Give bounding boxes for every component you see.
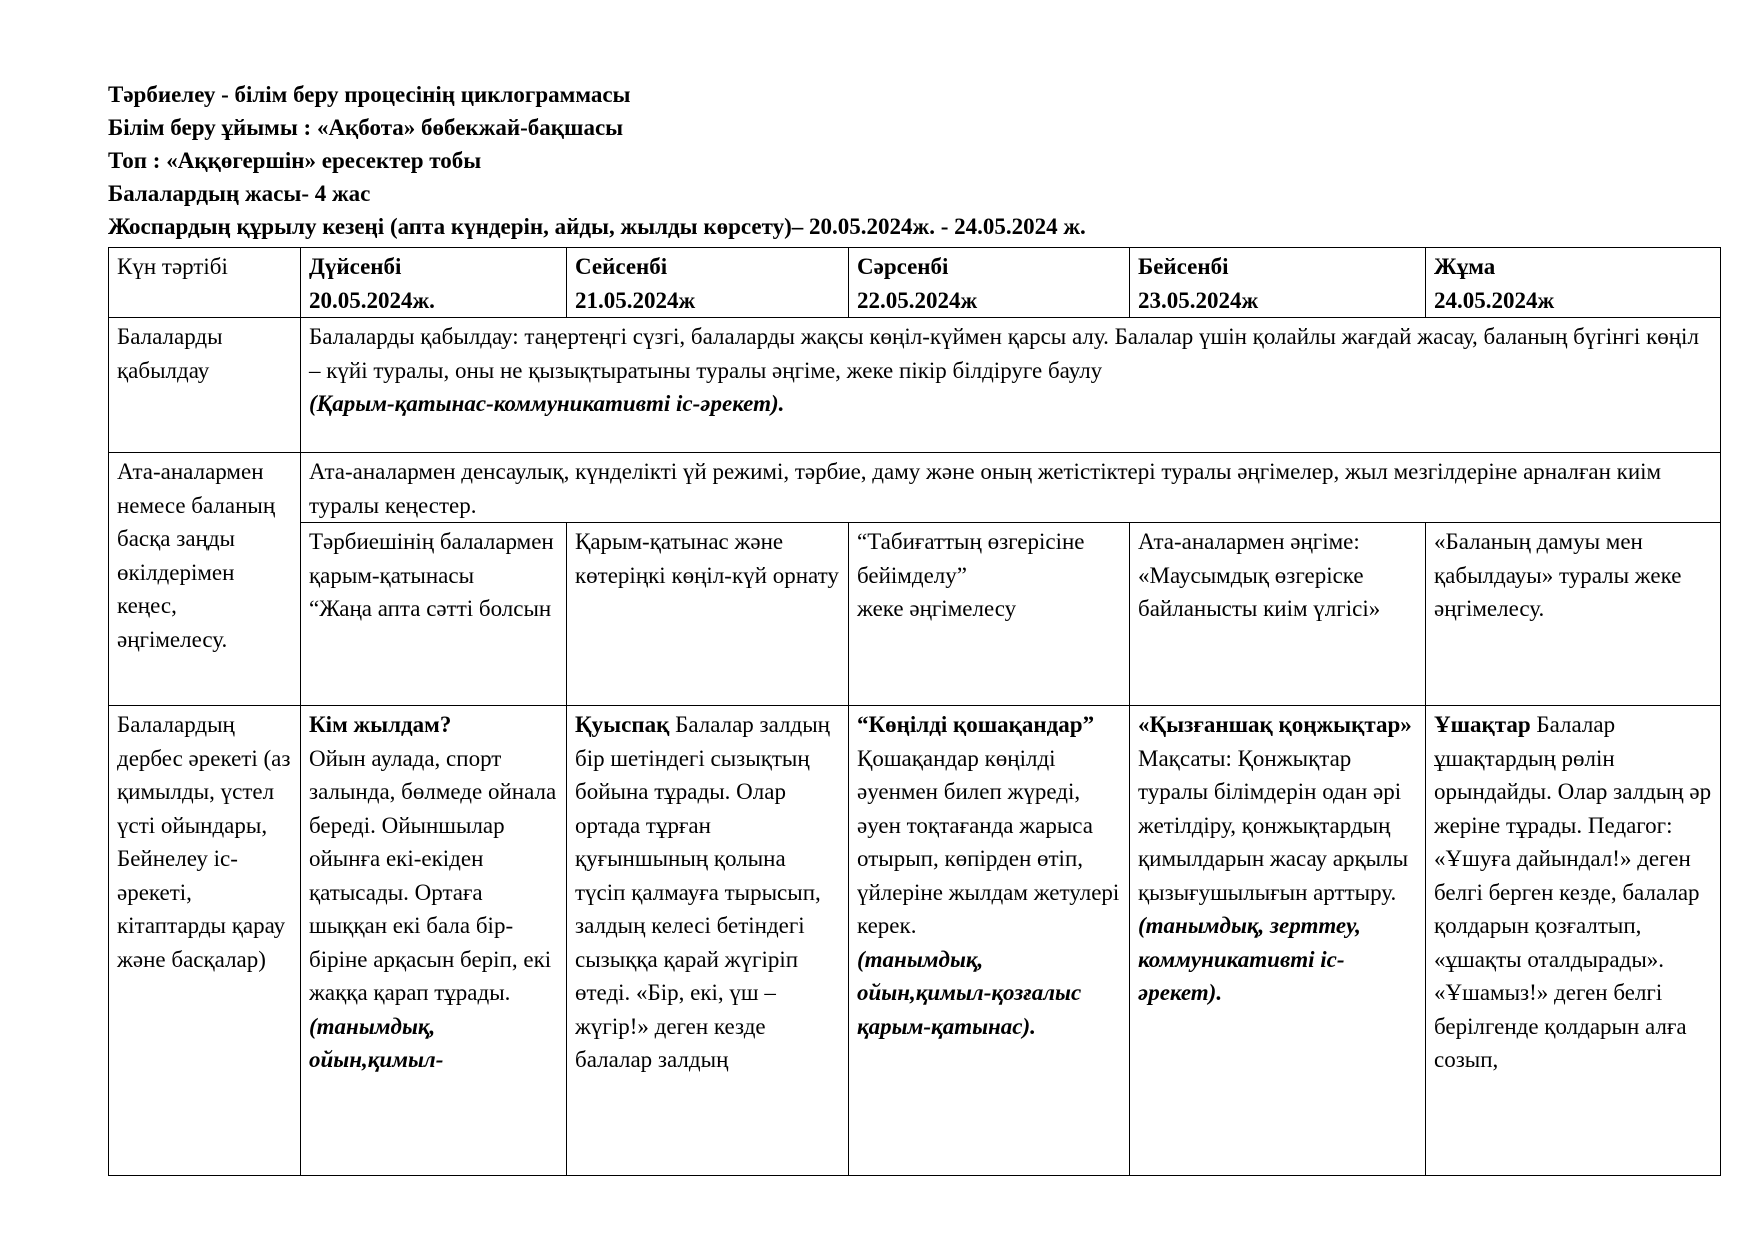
activity-title: “Көңілді қошақандар”: [857, 712, 1095, 737]
reception-text: Балаларды қабылдау: таңертеңгі сүзгі, балаларды жақсы көңіл-күймен қарсы алу. Балалар үшін қолайлы жағдай жасау, баланың бүгінгі көңіл – күйі туралы, оны не қызықтыратыны туралы әңгіме, жеке пікір білдіруге баулу: [309, 324, 1699, 383]
day-date: 24.05.2024ж: [1434, 287, 1555, 313]
day-header: [301, 248, 567, 318]
period-line: Жоспардың құрылу кезеңі (апта күндерін, айды, жылды көрсету)– 20.05.2024ж. - 24.05.2024 ж.: [108, 214, 1086, 239]
activity-note: (танымдық, ойын,қимыл-қозғалыс қарым-қатынас).: [857, 946, 1082, 1039]
activity-title: Ұшақтар: [1434, 712, 1531, 737]
row-label: Балаларды қабылдау: [109, 318, 301, 453]
day-header: [1130, 248, 1426, 318]
day-date: 23.05.2024ж: [1138, 287, 1259, 313]
activity-body: Қошақандар көңілді әуенмен билеп жүреді, әуен тоқтағанда жарыса отырып, көпірден өтіп, үйлеріне жылдам жетулері керек.: [857, 745, 1120, 938]
cell-text: Қарым-қатынас және көтеріңкі көңіл-күй орнату: [575, 529, 839, 588]
activity-body: Мақсаты: Қонжықтар туралы білімдерін одан әрі жетілдіру, қонжықтардың қимылдарын жасау арқылы қызығушылығын арттыру.: [1138, 745, 1409, 905]
day-header: [567, 248, 849, 318]
reception-activity: (Қарым-қатынас-коммуникативті іс-әрекет).: [309, 391, 785, 416]
reception-cell: [301, 318, 1721, 453]
activity-title: Кім жылдам?: [309, 712, 452, 737]
day-name: Сәрсенбі: [857, 254, 949, 279]
table-header-row: [109, 248, 1721, 318]
activity-body: Ойын аулада, спорт залында, бөлмеде ойнала береді. Ойыншылар ойынға екі-екіден қатысады. Ортаға шыққан екі бала бір-біріне арқасын беріп, екі жаққа қарап тұрады.: [309, 745, 557, 1005]
parents-day-cell: [1130, 523, 1426, 706]
activity-body: Балалар залдың бір шетіндегі сызықтың бойына тұрады. Олар ортада тұрған қуғыншының қолына түсіп қалмауға тырысып, залдың келесі бетіндегі сызыққа қарай жүгіріп өтеді. «Бір, екі, үш – жүгір!» деген кезде балалар залдың: [575, 712, 830, 1072]
parents-day-cell: [301, 523, 567, 706]
parents-day-cell: [567, 523, 849, 706]
row-label: Ата-аналармен немесе баланың басқа заңды өкілдерімен кеңес, әңгімелесу.: [109, 453, 301, 706]
row-label: Балалардың дербес әрекеті (аз қимылды, үстел үсті ойындары, Бейнелеу іс-әрекеті, кітаптарды қарау және басқалар): [109, 706, 301, 1176]
activity-note: (танымдық, зерттеу, коммуникативті іс-әрекет).: [1138, 913, 1361, 1005]
corner-cell: Күн тәртібі: [109, 248, 301, 318]
doc-title: Тәрбиелеу - білім беру процесінің циклограммасы: [108, 82, 631, 107]
activity-day-cell: [1130, 706, 1426, 1176]
cell-text: “Табиғаттың өзгерісіне бейімделу” жеке әңгімелесу: [857, 529, 1085, 621]
activity-day-cell: [849, 706, 1130, 1176]
day-date: 22.05.2024ж: [857, 287, 978, 313]
activity-body: Балалар ұшақтардың рөлін орындайды. Олар залдың әр жеріне тұрады. Педагог: «Ұшуға дайындал!» деген белгі берген кезде, балалар қолдарын қозғалтып, «ұшақты оталдырады». «Ұшамыз!» деген белгі берілгенде қолдарын алға созып,: [1434, 712, 1712, 1072]
day-name: Дүйсенбі: [309, 254, 402, 279]
activity-day-cell: [301, 706, 567, 1176]
day-header: [1426, 248, 1721, 318]
table-row: [109, 453, 1721, 523]
activity-note: (танымдық, ойын,қимыл-: [309, 1013, 444, 1072]
cell-text: Тәрбиешінің балалармен қарым-қатынасы “Жаңа апта сәтті болсын: [309, 529, 554, 621]
cell-text: Ата-аналармен әңгіме: «Маусымдық өзгеріске байланысты киім үлгісі»: [1138, 529, 1381, 621]
day-date: 20.05.2024ж.: [309, 287, 435, 313]
day-header: [849, 248, 1130, 318]
cell-text: «Баланың дамуы мен қабылдауы» туралы жеке әңгімелесу.: [1434, 529, 1682, 621]
parents-common-cell: Ата-аналармен денсаулық, күнделікті үй режимі, тәрбие, даму және оның жетістіктері туралы әңгімелер, жыл мезгілдеріне арналған киім туралы кеңестер.: [301, 453, 1721, 523]
organization-line: Білім беру ұйымы : «Ақбота» бөбекжай-бақшасы: [108, 115, 624, 140]
group-line: Топ : «Аққөгершін» ересектер тобы: [108, 148, 482, 173]
day-date: 21.05.2024ж: [575, 287, 696, 313]
day-name: Жұма: [1434, 254, 1496, 279]
activity-day-cell: [1426, 706, 1721, 1176]
table-row: [109, 318, 1721, 453]
activity-title: Қуыспақ: [575, 712, 670, 737]
table-row: [109, 523, 1721, 706]
activity-day-cell: [567, 706, 849, 1176]
parents-day-cell: [849, 523, 1130, 706]
cyclogram-table: [108, 247, 1721, 1176]
day-name: Бейсенбі: [1138, 254, 1229, 279]
day-name: Сейсенбі: [575, 254, 668, 279]
age-line: Балалардың жасы- 4 жас: [108, 181, 371, 206]
parents-day-cell: [1426, 523, 1721, 706]
activity-title: «Қызғаншақ қоңжықтар»: [1138, 712, 1412, 737]
table-row: [109, 706, 1721, 1176]
document-header: [108, 78, 1728, 243]
